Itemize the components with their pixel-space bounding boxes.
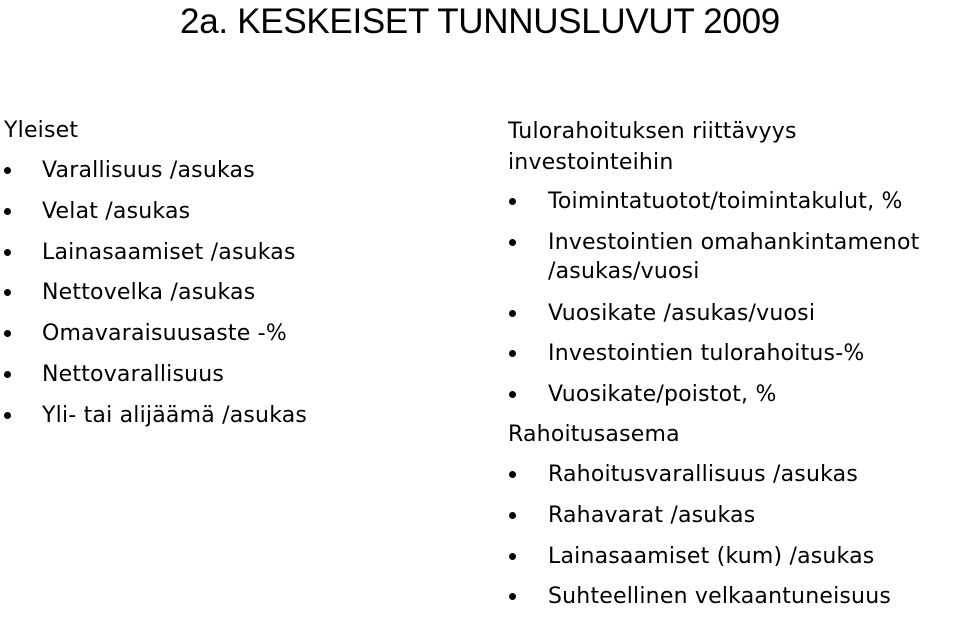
bullet-icon xyxy=(509,471,516,478)
list-item-label: Vuosikate/poistot, % xyxy=(548,381,777,407)
right-column xyxy=(508,116,960,623)
bullet-icon xyxy=(4,289,11,296)
list-item xyxy=(508,228,960,299)
list-item xyxy=(4,401,307,442)
bullet-icon xyxy=(509,350,516,357)
bullet-icon xyxy=(509,239,516,246)
list-item xyxy=(508,501,960,542)
general-metrics-list xyxy=(4,156,307,442)
bullet-icon xyxy=(4,330,11,337)
list-item-label: Omavaraisuusaste -% xyxy=(42,321,287,347)
list-item xyxy=(508,299,960,340)
list-item xyxy=(4,156,307,197)
bullet-icon xyxy=(509,310,516,317)
list-item xyxy=(4,360,307,401)
list-item-label: Toimintatuotot/toimintakulut, % xyxy=(548,189,903,214)
list-item-label: Rahoitusvarallisuus /asukas xyxy=(548,462,858,488)
bullet-icon xyxy=(4,208,11,215)
list-item-label: Lainasaamiset (kum) /asukas xyxy=(548,543,875,569)
list-item-label: Velat /asukas xyxy=(42,198,191,224)
list-item-label: Investointien tulorahoitus-% xyxy=(548,341,865,367)
list-item-label: Rahavarat /asukas xyxy=(548,502,756,528)
list-item-label: Nettovarallisuus xyxy=(42,361,225,387)
bullet-icon xyxy=(509,553,516,560)
list-item xyxy=(4,319,307,360)
list-item-label: Lainasaamiset /asukas xyxy=(42,239,296,265)
list-item xyxy=(508,380,960,421)
financial-position-list xyxy=(508,460,960,622)
list-item xyxy=(4,278,307,319)
bullet-icon xyxy=(509,391,516,398)
list-item-label: Suhteellinen velkaantuneisuus xyxy=(548,584,891,610)
list-item xyxy=(4,238,307,279)
section-heading-general: Yleiset xyxy=(4,118,79,143)
list-item xyxy=(4,197,307,238)
list-item-label: Vuosikate /asukas/vuosi xyxy=(548,300,816,326)
left-column xyxy=(4,116,307,442)
list-item xyxy=(508,542,960,583)
slide-title: 2a. KESKEISET TUNNUSLUVUT 2009 xyxy=(180,2,780,41)
list-item xyxy=(508,460,960,501)
list-item-label: Nettovelka /asukas xyxy=(42,280,256,306)
bullet-icon xyxy=(509,198,516,205)
bullet-icon xyxy=(509,512,516,519)
bullet-icon xyxy=(4,371,11,378)
list-item-label: Varallisuus /asukas xyxy=(42,158,255,183)
bullet-icon xyxy=(4,412,11,419)
income-financing-list xyxy=(508,187,960,420)
list-item xyxy=(508,187,960,228)
list-item-label: Yli- tai alijäämä /asukas xyxy=(42,402,308,428)
list-item xyxy=(508,582,960,623)
list-item-label: Investointien omahankintamenot /asukas/vuosi xyxy=(548,229,920,284)
list-item xyxy=(508,339,960,380)
section-heading-income-financing: Tulorahoituksen riittävyys investointeihin xyxy=(508,119,797,175)
bullet-icon xyxy=(4,167,11,174)
bullet-icon xyxy=(4,249,11,256)
bullet-icon xyxy=(509,593,516,600)
section-heading-financial-position: Rahoitusasema xyxy=(508,422,680,448)
